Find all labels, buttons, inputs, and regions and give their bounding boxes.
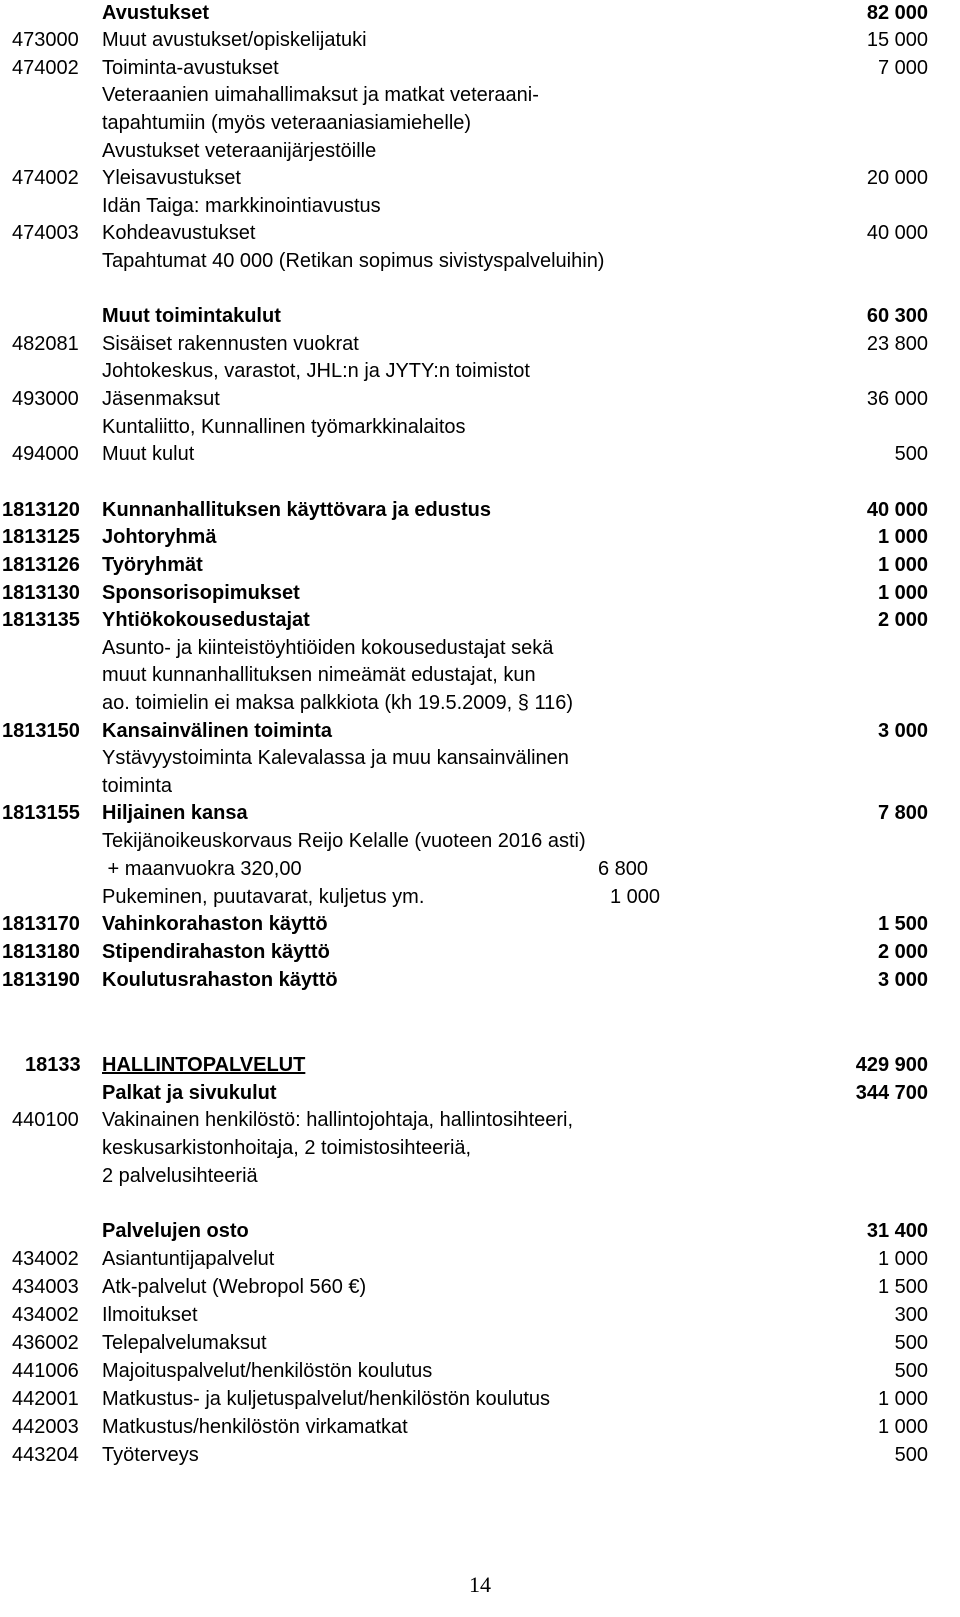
item-label: Ystävyystoiminta Kalevalassa ja muu kansainvälinen [102,747,569,769]
item-label: keskusarkistonhoitaja, 2 toimistosihteeriä, [102,1137,472,1159]
item-label: Tekijänoikeuskorvaus Reijo Kelalle (vuoteen 2016 asti) [102,830,586,852]
account-code: 474002 [12,167,79,189]
item-label: Toiminta-avustukset [102,57,279,79]
account-code: 440100 [12,1109,79,1131]
item-label: Matkustus/henkilöstön virkamatkat [102,1416,408,1438]
item-amount: 344 700 [855,1082,928,1104]
table-row [0,524,960,551]
item-amount: 500 [894,1332,928,1354]
item-label: Yhtiökokousedustajat [102,609,310,631]
item-label: muut kunnanhallituksen nimeämät edustajat, kun [102,664,536,686]
table-row [0,1442,960,1469]
item-label: Matkustus- ja kuljetuspalvelut/henkilöstön koulutus [102,1388,551,1410]
item-label: Yleisavustukset [102,167,241,189]
table-row [0,773,960,800]
table-row [0,828,960,855]
item-label: Stipendirahaston käyttö [102,941,330,963]
account-code: 442001 [12,1388,79,1410]
item-label: Sponsorisopimukset [102,582,300,604]
table-row [0,1080,960,1107]
item-label: Koulutusrahaston käyttö [102,969,338,991]
account-code: 18133 [25,1054,81,1076]
account-code: 443204 [12,1444,79,1466]
item-label: Pukeminen, puutavarat, kuljetus ym. [102,886,425,908]
account-code: 482081 [12,333,79,355]
item-label: 2 palvelusihteeriä [102,1165,258,1187]
table-row [0,193,960,220]
table-row [0,690,960,717]
item-amount: 1 000 [877,582,928,604]
table-row [0,1330,960,1357]
item-amount: 1 500 [877,913,928,935]
item-amount: 1 000 [877,1416,928,1438]
table-row [0,967,960,994]
account-code: 474002 [12,57,79,79]
item-amount: 3 000 [877,720,928,742]
item-label: Muut kulut [102,443,195,465]
table-row [0,358,960,385]
item-amount: 36 000 [866,388,928,410]
table-row [0,1302,960,1329]
item-amount: 429 900 [855,1054,928,1076]
item-amount: 2 000 [877,941,928,963]
table-row [0,662,960,689]
item-amount: 31 400 [866,1220,928,1242]
item-label: Veteraanien uimahallimaksut ja matkat veteraani- [102,84,539,106]
item-label: Majoituspalvelut/henkilöstön koulutus [102,1360,433,1382]
page-number: 14 [469,1572,491,1597]
item-label: + maanvuokra 320,00 [102,858,302,880]
table-row [0,939,960,966]
item-amount: 500 [894,1360,928,1382]
item-amount: 3 000 [877,969,928,991]
account-code: 1813120 [2,499,80,521]
table-row [0,220,960,247]
item-label: Johtoryhmä [102,526,217,548]
table-row [0,800,960,827]
table-row [0,1246,960,1273]
item-label: Idän Taiga: markkinointiavustus [102,195,381,217]
item-amount: 15 000 [866,29,928,51]
item-label: Ilmoitukset [102,1304,198,1326]
item-label: Avustukset veteraanijärjestöille [102,140,377,162]
table-row [0,55,960,82]
item-label: Työterveys [102,1444,199,1466]
item-amount: 500 [894,1444,928,1466]
item-label: Asunto- ja kiinteistöyhtiöiden kokousedustajat sekä [102,637,554,659]
item-amount: 1 000 [877,1388,928,1410]
table-row [0,0,960,27]
item-label: Vakinainen henkilöstö: hallintojohtaja, hallintosihteeri, [102,1109,574,1131]
account-code: 473000 [12,29,79,51]
item-label: Atk-palvelut (Webropol 560 €) [102,1276,367,1298]
table-row [0,580,960,607]
item-label: Kansainvälinen toiminta [102,720,333,742]
item-label: Kohdeavustukset [102,222,256,244]
account-code: 474003 [12,222,79,244]
table-row [0,27,960,54]
account-code: 436002 [12,1332,79,1354]
account-code: 493000 [12,388,79,410]
sub-amount: 1 000 [609,886,660,908]
table-row [0,331,960,358]
item-label: HALLINTOPALVELUT [102,1054,306,1076]
table-row [0,1414,960,1441]
item-amount: 40 000 [866,499,928,521]
sub-amount: 6 800 [597,858,648,880]
item-label: Avustukset [102,2,210,24]
table-row [0,110,960,137]
account-code: 1813125 [2,526,80,548]
item-label: tapahtumiin (myös veteraaniasiamiehelle) [102,112,472,134]
item-amount: 7 800 [877,802,928,824]
item-amount: 23 800 [866,333,928,355]
table-row [0,607,960,634]
table-row [0,1163,960,1190]
item-label: Vahinkorahaston käyttö [102,913,328,935]
table-row [0,1386,960,1413]
item-amount: 1 000 [877,554,928,576]
item-label: toiminta [102,775,173,797]
item-label: Kunnanhallituksen käyttövara ja edustus [102,499,491,521]
table-row [0,414,960,441]
item-label: Palkat ja sivukulut [102,1082,277,1104]
table-row [0,1358,960,1385]
table-row [0,552,960,579]
account-code: 434003 [12,1276,79,1298]
item-label: Johtokeskus, varastot, JHL:n ja JYTY:n toimistot [102,360,530,382]
account-code: 1813130 [2,582,80,604]
item-amount: 300 [894,1304,928,1326]
item-label: Hiljainen kansa [102,802,248,824]
account-code: 1813126 [2,554,80,576]
account-code: 1813190 [2,969,80,991]
account-code: 434002 [12,1304,79,1326]
account-code: 494000 [12,443,79,465]
account-code: 441006 [12,1360,79,1382]
table-row [0,248,960,275]
table-row [0,718,960,745]
item-label: Telepalvelumaksut [102,1332,267,1354]
item-label: Asiantuntijapalvelut [102,1248,275,1270]
table-row [0,1052,960,1079]
account-code: 1813150 [2,720,80,742]
table-row [0,856,960,883]
table-row [0,635,960,662]
table-row [0,82,960,109]
item-label: Työryhmät [102,554,203,576]
item-amount: 60 300 [866,305,928,327]
table-row [0,138,960,165]
item-label: Jäsenmaksut [102,388,220,410]
table-row [0,1274,960,1301]
table-row [0,386,960,413]
item-amount: 500 [894,443,928,465]
item-label: ao. toimielin ei maksa palkkiota (kh 19.5.2009, § 116) [102,692,574,714]
account-code: 1813155 [2,802,80,824]
table-row [0,884,960,911]
account-code: 1813170 [2,913,80,935]
table-row [0,745,960,772]
item-amount: 82 000 [866,2,928,24]
table-row [0,303,960,330]
account-code: 442003 [12,1416,79,1438]
item-label: Tapahtumat 40 000 (Retikan sopimus sivistyspalveluihin) [102,250,605,272]
item-label: Muut toimintakulut [102,305,281,327]
table-row [0,1135,960,1162]
table-row [0,1107,960,1134]
account-code: 1813180 [2,941,80,963]
account-code: 1813135 [2,609,80,631]
item-label: Muut avustukset/opiskelijatuki [102,29,367,51]
table-row [0,441,960,468]
item-amount: 1 000 [877,1248,928,1270]
item-label: Sisäiset rakennusten vuokrat [102,333,359,355]
item-amount: 1 000 [877,526,928,548]
account-code: 434002 [12,1248,79,1270]
item-amount: 2 000 [877,609,928,631]
table-row [0,497,960,524]
table-row [0,165,960,192]
item-label: Palvelujen osto [102,1220,249,1242]
table-row [0,911,960,938]
item-amount: 1 500 [877,1276,928,1298]
item-amount: 20 000 [866,167,928,189]
table-row [0,1218,960,1245]
item-label: Kuntaliitto, Kunnallinen työmarkkinalaitos [102,416,466,438]
item-amount: 40 000 [866,222,928,244]
item-amount: 7 000 [877,57,928,79]
